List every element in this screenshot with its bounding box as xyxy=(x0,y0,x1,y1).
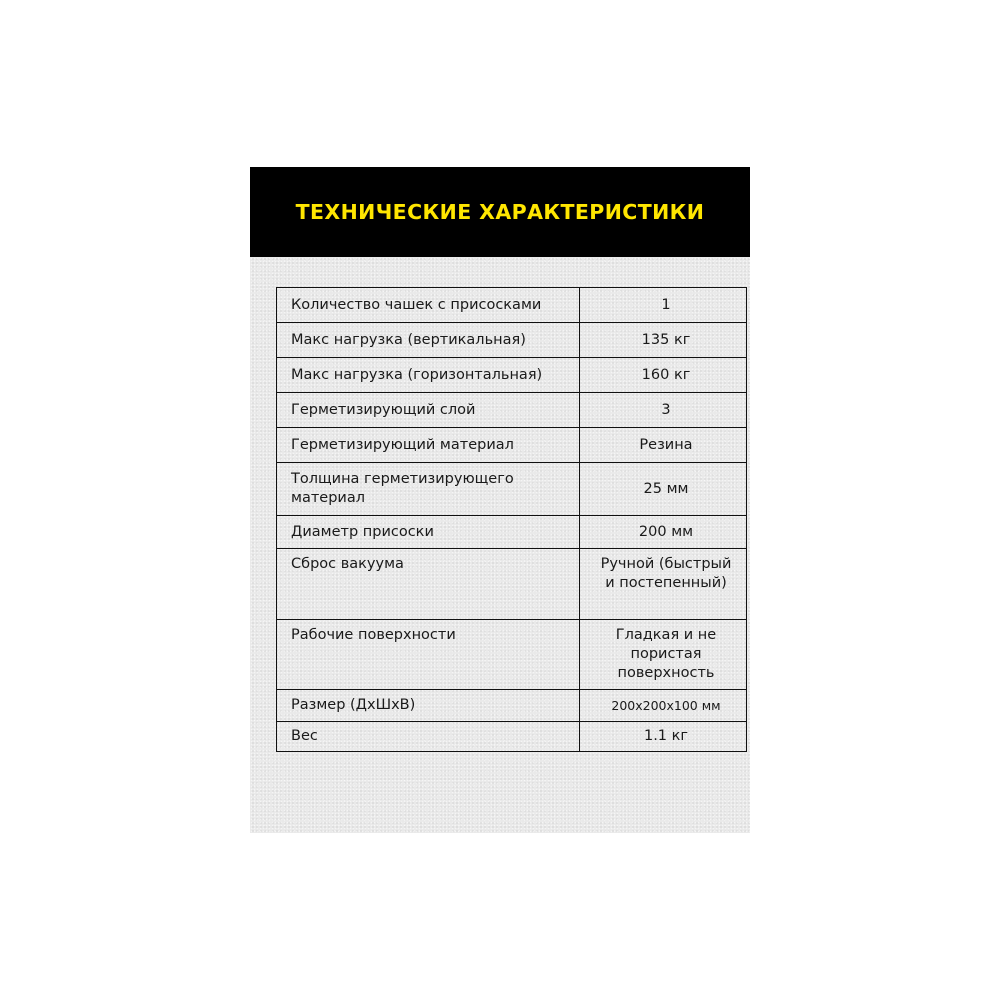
table-row xyxy=(277,463,747,516)
spec-label: Количество чашек с присосками xyxy=(277,288,580,323)
spec-label: Герметизирующий слой xyxy=(277,393,580,428)
spec-value: Гладкая и не пористая поверхность xyxy=(580,620,747,690)
table-row xyxy=(277,393,747,428)
spec-label: Рабочие поверхности xyxy=(277,620,580,690)
spec-value: 1 xyxy=(580,288,747,323)
header-banner xyxy=(250,167,750,257)
table-row xyxy=(277,549,747,620)
spec-card xyxy=(250,167,750,833)
spec-label: Макс нагрузка (горизонтальная) xyxy=(277,358,580,393)
spec-value: 135 кг xyxy=(580,323,747,358)
table-row xyxy=(277,288,747,323)
table-row xyxy=(277,358,747,393)
spec-value: 1.1 кг xyxy=(580,722,747,752)
spec-label: Размер (ДхШхВ) xyxy=(277,690,580,722)
spec-label: Макс нагрузка (вертикальная) xyxy=(277,323,580,358)
spec-value: 200x200x100 мм xyxy=(580,690,747,722)
spec-label: Вес xyxy=(277,722,580,752)
table-row xyxy=(277,516,747,549)
spec-value: 160 кг xyxy=(580,358,747,393)
table-row xyxy=(277,620,747,690)
spec-label: Диаметр присоски xyxy=(277,516,580,549)
spec-value: Ручной (быстрый и постепенный) xyxy=(580,549,747,620)
table-row xyxy=(277,690,747,722)
table-row xyxy=(277,428,747,463)
spec-label: Сброс вакуума xyxy=(277,549,580,620)
spec-value: Резина xyxy=(580,428,747,463)
spec-value: 25 мм xyxy=(580,463,747,516)
table-row xyxy=(277,722,747,752)
spec-label: Герметизирующий материал xyxy=(277,428,580,463)
spec-value: 200 мм xyxy=(580,516,747,549)
spec-value: 3 xyxy=(580,393,747,428)
page-title: ТЕХНИЧЕСКИЕ ХАРАКТЕРИСТИКИ xyxy=(295,200,705,224)
table-row xyxy=(277,323,747,358)
spec-table xyxy=(276,287,747,752)
spec-label: Толщина герметизирующего материал xyxy=(277,463,580,516)
